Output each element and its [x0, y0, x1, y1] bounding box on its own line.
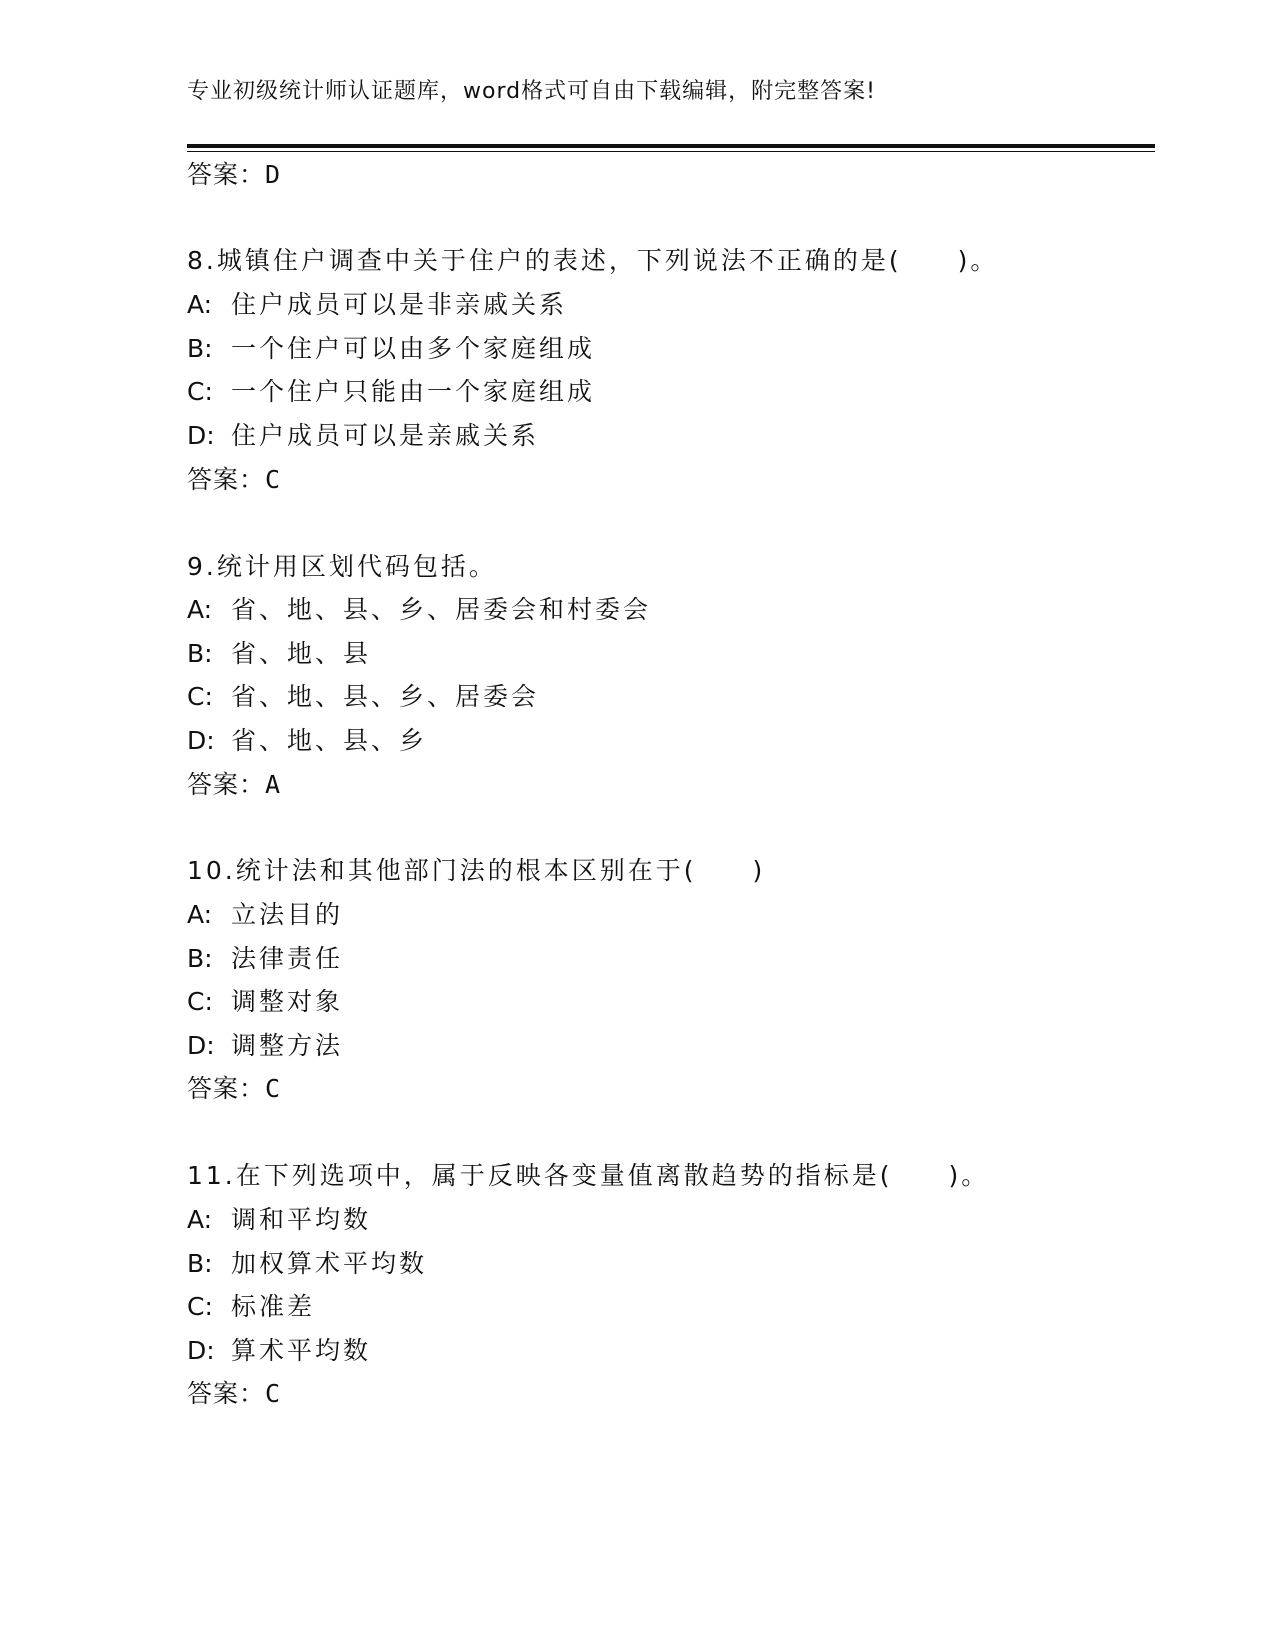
option-text: 调整对象 — [231, 987, 344, 1016]
option-c — [187, 682, 539, 712]
option-letter: D: — [187, 726, 215, 755]
prev-answer — [187, 160, 281, 190]
answer-label: 答案： — [187, 1379, 266, 1408]
answer — [187, 770, 281, 800]
answer — [187, 1074, 281, 1104]
option-text: 标准差 — [231, 1292, 316, 1321]
answer — [187, 1379, 281, 1409]
answer-label: 答案： — [187, 465, 266, 494]
option-b — [187, 944, 343, 974]
answer-label: 答案： — [187, 160, 266, 189]
option-d — [187, 726, 427, 756]
option-text: 算术平均数 — [231, 1336, 372, 1365]
option-text: 住户成员可以是非亲戚关系 — [231, 290, 568, 319]
question-stem: 8.城镇住户调查中关于住户的表述，下列说法不正确的是( )。 — [187, 246, 999, 275]
question-stem: 9.统计用区划代码包括。 — [187, 552, 497, 581]
option-letter: B: — [187, 1249, 213, 1278]
answer-value: C — [265, 1379, 282, 1408]
option-text: 一个住户可以由多个家庭组成 — [231, 334, 596, 363]
answer-value: C — [265, 1074, 282, 1103]
option-letter: C: — [187, 377, 213, 406]
answer-label: 答案： — [187, 1074, 266, 1103]
option-letter: B: — [187, 639, 213, 668]
option-text: 加权算术平均数 — [231, 1249, 428, 1278]
question-stem: 11.在下列选项中，属于反映各变量值离散趋势的指标是( )。 — [187, 1161, 990, 1190]
option-letter: D: — [187, 421, 215, 450]
answer-label: 答案： — [187, 770, 266, 799]
option-letter: C: — [187, 1292, 213, 1321]
question-stem: 10.统计法和其他部门法的根本区别在于( ) — [187, 856, 766, 885]
option-text: 调和平均数 — [231, 1205, 372, 1234]
option-b — [187, 334, 595, 364]
option-text: 一个住户只能由一个家庭组成 — [231, 377, 596, 406]
option-a — [187, 595, 651, 625]
option-text: 省、地、县、乡 — [231, 726, 428, 755]
option-a — [187, 900, 343, 930]
option-letter: D: — [187, 1031, 215, 1060]
option-a — [187, 290, 567, 320]
option-text: 住户成员可以是亲戚关系 — [231, 421, 540, 450]
answer-value: D — [265, 160, 282, 189]
answer-value: C — [265, 465, 282, 494]
answer-value: A — [265, 770, 282, 799]
option-letter: A: — [187, 900, 213, 929]
option-b — [187, 639, 371, 669]
option-b — [187, 1249, 427, 1279]
page-header: 专业初级统计师认证题库，word格式可自由下载编辑，附完整答案! — [187, 79, 876, 104]
option-c — [187, 377, 595, 407]
option-letter: A: — [187, 595, 213, 624]
option-letter: C: — [187, 987, 213, 1016]
option-d — [187, 421, 539, 451]
option-text: 省、地、县、乡、居委会 — [231, 682, 540, 711]
option-letter: A: — [187, 290, 213, 319]
option-letter: D: — [187, 1336, 215, 1365]
header-rule-thick — [187, 144, 1155, 148]
option-letter: A: — [187, 1205, 213, 1234]
option-letter: B: — [187, 944, 213, 973]
option-c — [187, 987, 343, 1017]
option-c — [187, 1292, 315, 1322]
option-d — [187, 1336, 371, 1366]
option-text: 省、地、县 — [231, 639, 372, 668]
header-rule-thin — [187, 151, 1155, 152]
option-text: 省、地、县、乡、居委会和村委会 — [231, 595, 652, 624]
option-letter: B: — [187, 334, 213, 363]
option-d — [187, 1031, 343, 1061]
option-letter: C: — [187, 682, 213, 711]
option-text: 立法目的 — [231, 900, 344, 929]
answer — [187, 465, 281, 495]
option-a — [187, 1205, 371, 1235]
option-text: 调整方法 — [231, 1031, 344, 1060]
option-text: 法律责任 — [231, 944, 344, 973]
